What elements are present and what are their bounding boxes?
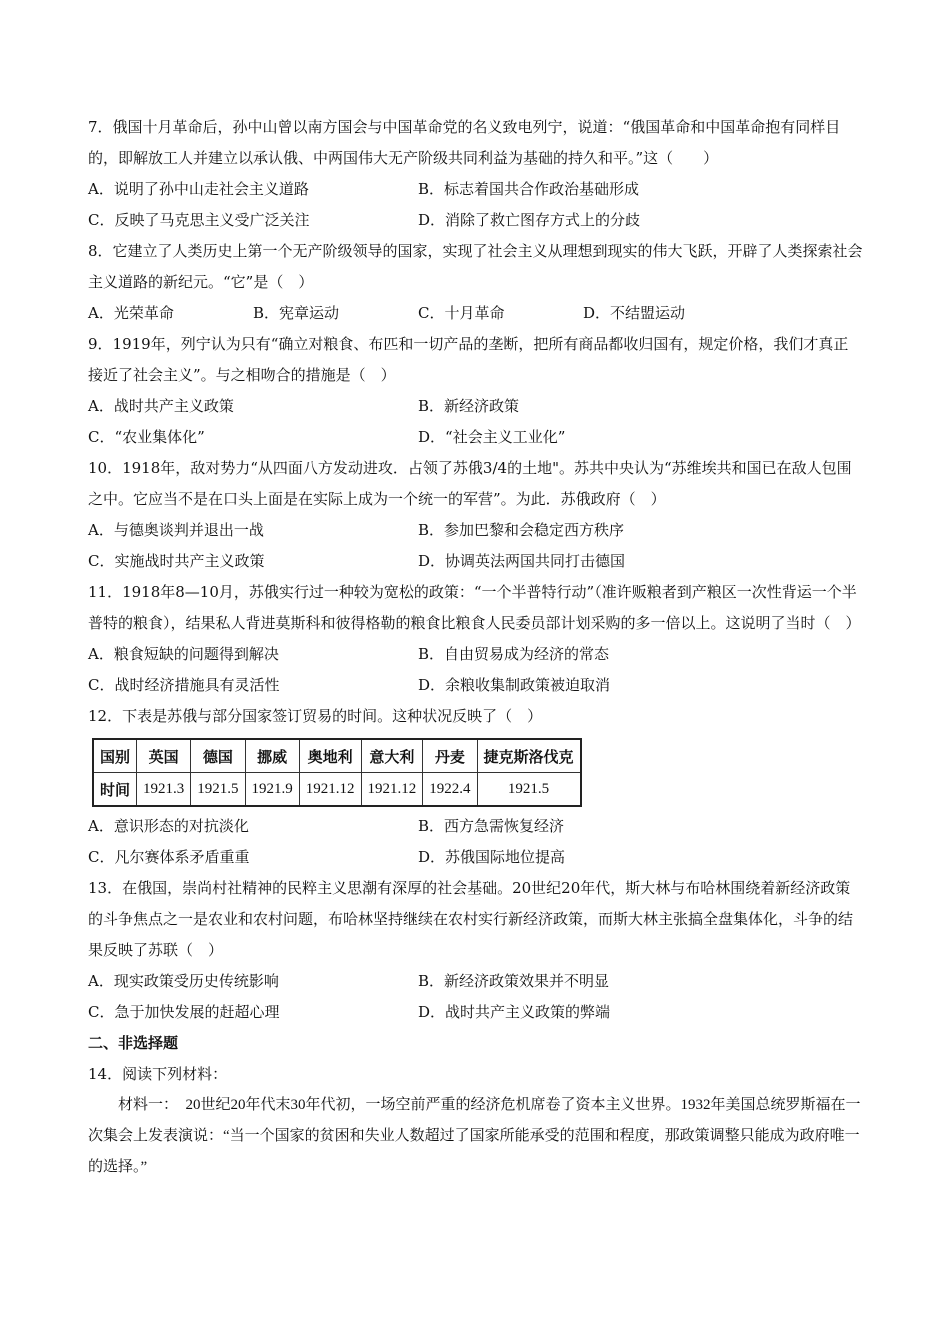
question-7 xyxy=(88,112,863,236)
table-cell: 国别 xyxy=(93,739,137,773)
table-cell: 1921.9 xyxy=(245,773,299,807)
section-title: 二、非选择题 xyxy=(88,1034,179,1052)
options xyxy=(88,174,863,236)
table-cell: 奥地利 xyxy=(299,739,361,773)
option-c: C．反映了马克思主义受广泛关注 xyxy=(88,211,310,229)
option-a: A．意识形态的对抗淡化 xyxy=(88,817,249,835)
option-a: A．战时共产主义政策 xyxy=(88,397,234,415)
table-cell: 时间 xyxy=(93,773,137,807)
question-12 xyxy=(88,701,863,873)
option-b: B．标志着国共合作政治基础形成 xyxy=(418,180,640,198)
option-a: A．现实政策受历史传统影响 xyxy=(88,972,279,990)
table-row xyxy=(93,773,581,807)
option-c: C．“农业集体化” xyxy=(88,428,205,446)
option-b: B．西方急需恢复经济 xyxy=(418,817,565,835)
table-row xyxy=(93,739,581,773)
option-a: A．与德奥谈判并退出一战 xyxy=(88,521,264,539)
option-a: A．光荣革命 xyxy=(88,304,174,322)
table-cell: 1921.5 xyxy=(191,773,245,807)
table-cell: 1921.12 xyxy=(361,773,423,807)
question-stem: 7．俄国十月革命后，孙中山曾以南方国会与中国革命党的名义致电列宁，说道：“俄国革命和中国革命抱有同样目的，即解放工人并建立以承认俄、中两国伟大无产阶级共同利益为基础的持久和平。”这（ ） xyxy=(88,118,841,167)
option-c: C．急于加快发展的赶超心理 xyxy=(88,1003,280,1021)
question-stem: 9．1919年，列宁认为只有“确立对粮食、布匹和一切产品的垄断，把所有商品都收归国有，规定价格，我们才真正接近了社会主义”。与之相吻合的措施是（ ） xyxy=(88,335,849,384)
table-cell: 丹麦 xyxy=(423,739,477,773)
option-a: A．说明了孙中山走社会主义道路 xyxy=(88,180,309,198)
options xyxy=(88,298,863,329)
question-stem: 13．在俄国，崇尚村社精神的民粹主义思潮有深厚的社会基础。20世纪20年代，斯大林与布哈林围绕着新经济政策的斗争焦点之一是农业和农村问题，布哈林坚持继续在农村实行新经济政策，而斯大林主张搞全盘集体化，斗争的结果反映了苏联（ ） xyxy=(88,879,854,959)
option-d: D．“社会主义工业化” xyxy=(418,428,566,446)
question-stem: 11．1918年8—10月，苏俄实行过一种较为宽松的政策：“一个半普特行动”（准许贩粮者到产粮区一次性背运一个半普特的粮食），结果私人背进莫斯科和彼得格勒的粮食比粮食人民委员部计划采购的多一倍以上。这说明了当时（ ） xyxy=(88,583,861,632)
options xyxy=(88,639,863,701)
question-11 xyxy=(88,577,863,701)
table-cell: 1921.3 xyxy=(137,773,191,807)
option-b: B．新经济政策效果并不明显 xyxy=(418,972,610,990)
option-c: C．战时经济措施具有灵活性 xyxy=(88,676,280,694)
option-b: B．宪章运动 xyxy=(253,304,340,322)
page-content xyxy=(88,112,863,1183)
option-d: D．协调英法两国共同打击德国 xyxy=(418,552,626,570)
table-cell: 1922.4 xyxy=(423,773,477,807)
material-1: 材料一： 20世纪20年代末30年代初，一场空前严重的经济危机席卷了资本主义世界。1932年美国总统罗斯福在一次集会上发表演说：“当一个国家的贫困和失业人数超过了国家所能承受的范围和程度，那政策调整只能成为政府唯一的选择。” xyxy=(88,1097,861,1175)
option-c: C．凡尔赛体系矛盾重重 xyxy=(88,848,250,866)
table-cell: 捷克斯洛伐克 xyxy=(477,739,581,773)
options xyxy=(88,515,863,577)
trade-table xyxy=(92,738,582,807)
option-d: D．消除了救亡图存方式上的分歧 xyxy=(418,211,641,229)
option-a: A．粮食短缺的问题得到解决 xyxy=(88,645,279,663)
option-d: D．余粮收集制政策被迫取消 xyxy=(418,676,611,694)
question-9 xyxy=(88,329,863,453)
option-d: D．战时共产主义政策的弊端 xyxy=(418,1003,611,1021)
question-stem: 12．下表是苏俄与部分国家签订贸易的时间。这种状况反映了（ ） xyxy=(88,707,543,725)
option-c: C．十月革命 xyxy=(418,304,505,322)
question-14 xyxy=(88,1059,863,1183)
question-stem: 14．阅读下列材料： xyxy=(88,1065,228,1083)
table-cell: 1921.5 xyxy=(477,773,581,807)
table-cell: 德国 xyxy=(191,739,245,773)
option-d: D．不结盟运动 xyxy=(583,304,686,322)
option-b: B．参加巴黎和会稳定西方秩序 xyxy=(418,521,625,539)
option-c: C．实施战时共产主义政策 xyxy=(88,552,265,570)
option-b: B．自由贸易成为经济的常态 xyxy=(418,645,610,663)
question-8 xyxy=(88,236,863,329)
table-cell: 1921.12 xyxy=(299,773,361,807)
question-13 xyxy=(88,873,863,1028)
options xyxy=(88,966,863,1028)
question-10 xyxy=(88,453,863,577)
options xyxy=(88,391,863,453)
question-stem: 8．它建立了人类历史上第一个无产阶级领导的国家，实现了社会主义从理想到现实的伟大飞跃，开辟了人类探索社会主义道路的新纪元。“它”是（ ） xyxy=(88,242,863,291)
options xyxy=(88,811,863,873)
table-cell: 英国 xyxy=(137,739,191,773)
option-b: B．新经济政策 xyxy=(418,397,520,415)
table-cell: 挪威 xyxy=(245,739,299,773)
question-stem: 10．1918年，敌对势力“从四面八方发动进攻．占领了苏俄3/4的土地"。苏共中央认为“苏维埃共和国已在敌人包围之中。它应当不是在口头上面是在实际上成为一个统一的军营”。为此．苏俄政府（ ） xyxy=(88,459,852,508)
table-cell: 意大利 xyxy=(361,739,423,773)
option-d: D．苏俄国际地位提高 xyxy=(418,848,566,866)
